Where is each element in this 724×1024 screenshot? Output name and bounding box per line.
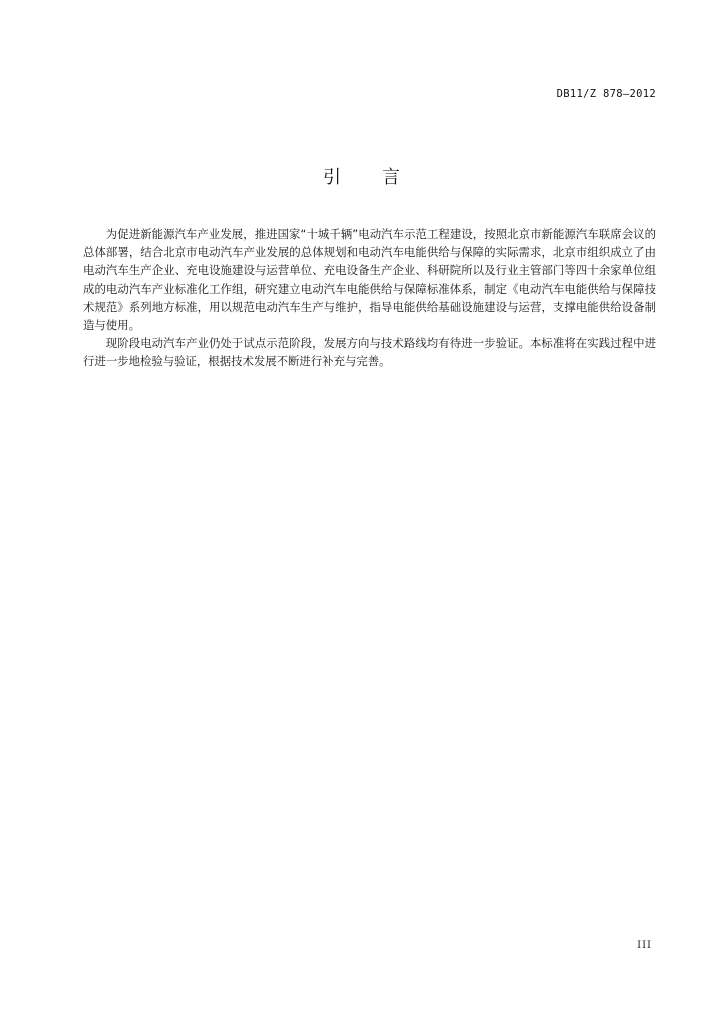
paragraph-1: 为促进新能源汽车产业发展，推进国家“十城千辆”电动汽车示范工程建设，按照北京市新能源汽车联席会议的总体部署，结合北京市电动汽车产业发展的总体规划和电动汽车电能供给与保障的实际需求，北京市组织成立了由电动汽车生产企业、充电设施建设与运营单位、充电设备生产企业、科研院所以及行业主管部门等四十余家单位组成的电动汽车产业标准化工作组，研究建立电动汽车电能供给与保障标准体系，制定《电动汽车电能供给与保障技术规范》系列地方标准，用以规范电动汽车生产与维护，指导电能供给基础设施建设与运营，支撑电能供给设备制造与使用。 — [83, 227, 656, 333]
document-code: DB11/Z 878—2012 — [556, 88, 656, 100]
title-char-2: 言 — [382, 167, 401, 188]
title-char-1: 引 — [323, 167, 342, 188]
section-title — [0, 163, 724, 189]
page-number: III — [637, 940, 652, 951]
introduction-body — [83, 225, 656, 371]
paragraph-2: 现阶段电动汽车产业仍处于试点示范阶段，发展方向与技术路线均有待进一步验证。本标准将在实践过程中进行进一步地检验与验证，根据技术发展不断进行补充与完善。 — [83, 336, 656, 369]
